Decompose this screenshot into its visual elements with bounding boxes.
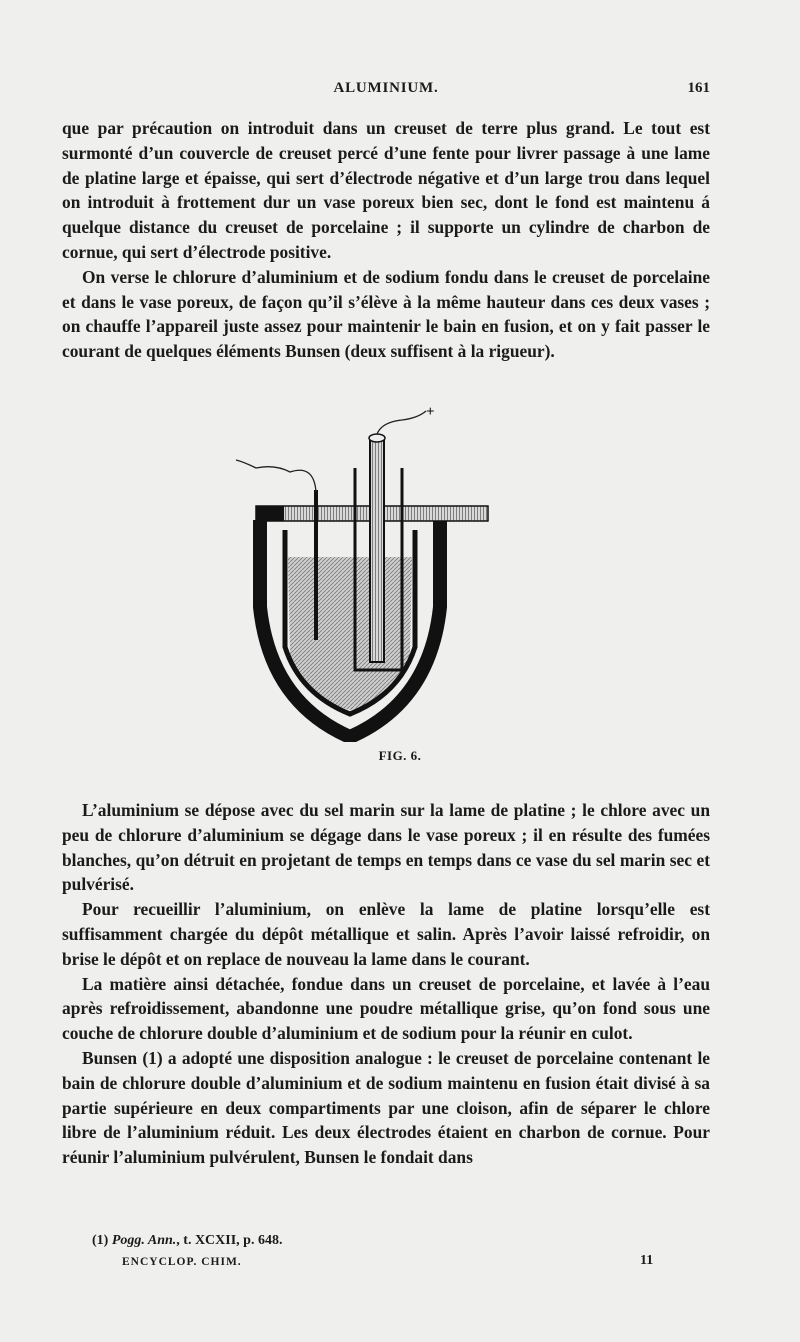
page-number: 161 — [687, 80, 710, 96]
positive-sign: + — [426, 404, 435, 420]
paragraph: que par précaution on introduit dans un creuset de terre plus grand. Le tout est surmonté d’un couvercle de creuset percé d’une fente pour livrer passage à une lame de platine large et épaisse, qui sert d’électrode négative et d’un large trou dans lequel on introduit à frottement dur un vase poreux bien sec, dont le fond est maintenu á quelque distance du creuset de porcelaine ; il supporte un cylindre de charbon de cornue, qui sert d’électrode positive. — [62, 118, 710, 262]
electrolysis-apparatus-figure — [230, 402, 500, 742]
running-title: ALUMINIUM. — [333, 80, 439, 96]
positive-wire — [377, 411, 426, 434]
paragraph: Pour recueillir l’aluminium, on enlève la lame de platine lorsqu’elle est suffisamment chargée du dépôt métallique et salin. Après l’avoir laissé refroidir, on brise le dépôt et on replace de nouveau la lame dans le courant. — [62, 899, 710, 969]
body-text-top — [62, 116, 710, 364]
footnote — [92, 1233, 282, 1249]
paragraph: On verse le chlorure d’aluminium et de sodium fondu dans le creuset de porcelaine et dans le vase poreux, de façon qu’il s’élève à la même hauteur dans ces deux vases ; on chauffe l’appareil juste assez pour maintenir le bain en fusion, et on y fait passer le courant de quelques éléments Bunsen (deux suffisent à la rigueur). — [62, 266, 710, 362]
footnote-number: (1) — [92, 1233, 109, 1248]
body-text-bottom — [62, 798, 710, 1170]
platinum-blade — [314, 490, 318, 640]
negative-wire — [236, 460, 316, 492]
paragraph: Bunsen (1) a adopté une disposition analogue : le creuset de porcelaine contenant le bain de chlorure double d’aluminium et de sodium maintenu en fusion était divisé à sa partie supérieure en deux compartiments par une cloison, afin de séparer le chlore libre de l’aluminium réduit. Les deux électrodes étaient en charbon de cornue. Pour réunir l’aluminium pulvérulent, Bunsen le fondait dans — [62, 1047, 710, 1168]
figure-caption: FIG. 6. — [378, 748, 422, 763]
footnote-reference: , t. XCXII, p. 648. — [176, 1233, 283, 1248]
paragraph: L’aluminium se dépose avec du sel marin sur la lame de platine ; le chlore avec un peu de chlorure d’aluminium se dégage dans le vase poreux ; il en résulte des fumées blanches, qu’on détruit en projetant de temps en temps dans ce vase du sel marin sec et pulvérisé. — [62, 800, 710, 895]
carbon-cylinder — [370, 437, 384, 662]
signature-number: 11 — [640, 1253, 654, 1268]
signature-mark: ENCYCLOP. CHIM. — [122, 1256, 242, 1268]
page-header — [62, 80, 710, 104]
paragraph: La matière ainsi détachée, fondue dans un creuset de porcelaine, et lavée à l’eau après refroidissement, abandonne une poudre métallique grise, qu’on fond sous une couche de chlorure double d’aluminium et de sodium pour la réunir en culot. — [62, 973, 710, 1044]
footnote-source: Pogg. Ann. — [111, 1233, 177, 1248]
